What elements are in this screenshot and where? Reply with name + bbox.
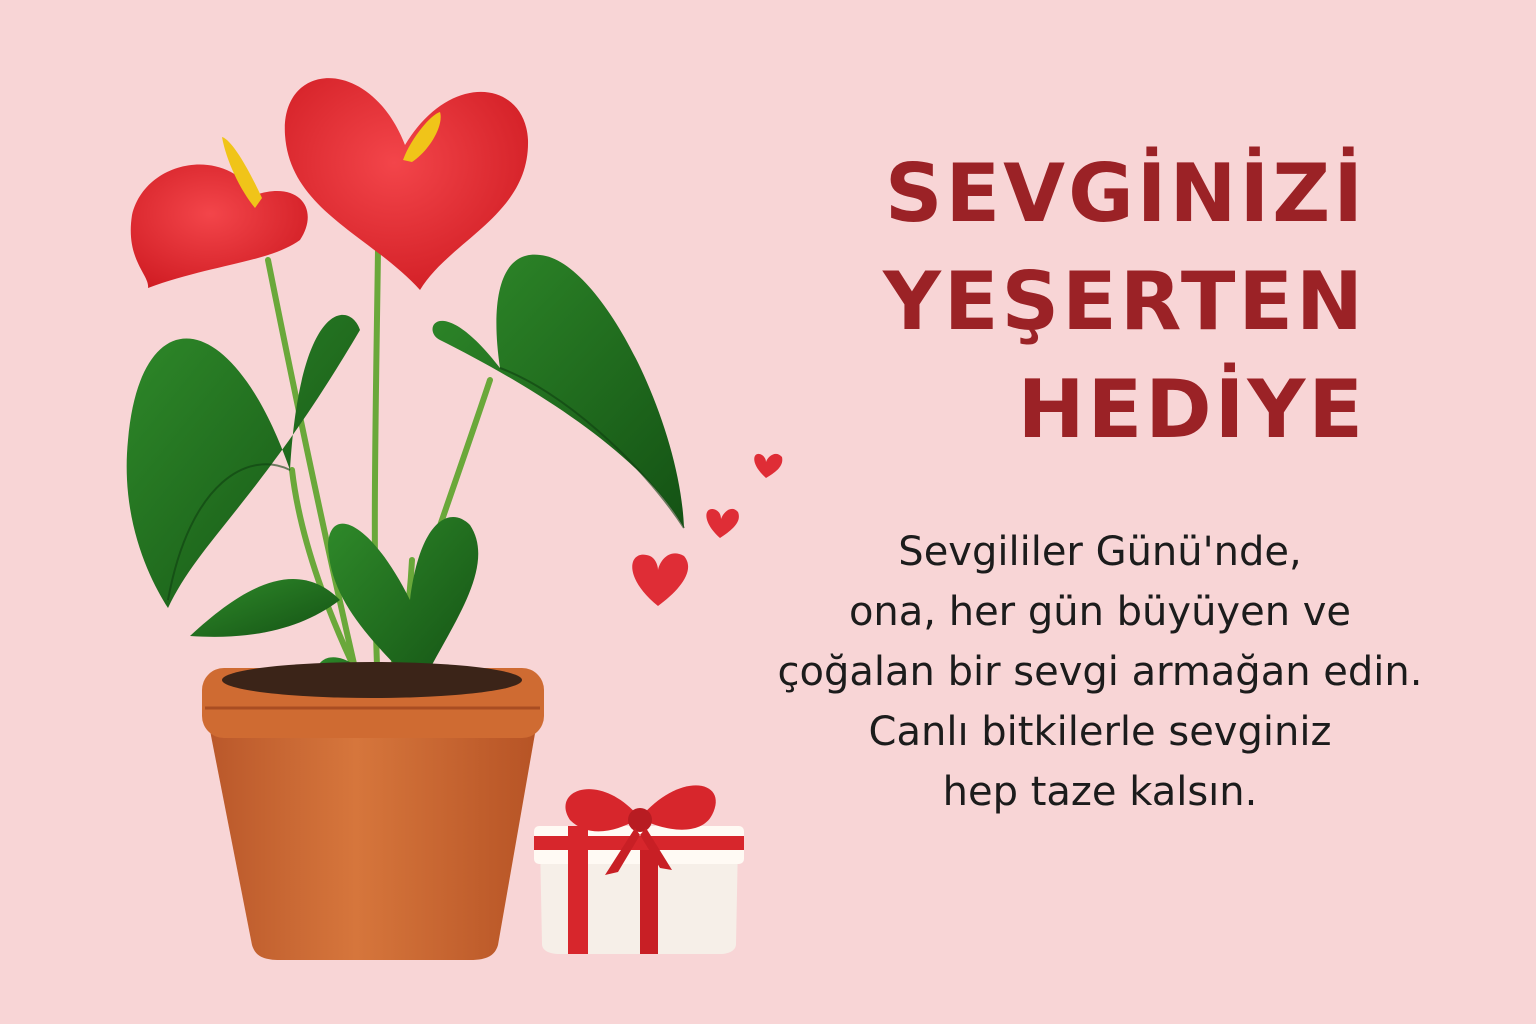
terracotta-pot <box>202 662 544 960</box>
leaf-small-lower-left <box>190 579 340 637</box>
leaf-right <box>433 255 685 528</box>
heart-icon <box>632 553 688 606</box>
body-line-1: Sevgililer Günü'nde, <box>898 529 1302 575</box>
body-line-5: hep taze kalsın. <box>942 769 1258 815</box>
body-line-4: Canlı bitkilerle sevginiz <box>868 709 1332 755</box>
body-line-2: ona, her gün büyüyen ve <box>848 589 1352 635</box>
plant-leaves <box>127 255 684 692</box>
flower-large <box>285 78 528 290</box>
flower-small <box>131 165 308 288</box>
body-text <box>690 522 1510 822</box>
headline-line-1: SEVGİNİZİ <box>884 147 1366 240</box>
headline-line-3: HEDİYE <box>1017 363 1366 456</box>
headline-line-2: YEŞERTEN <box>882 255 1366 348</box>
body-line-3: çoğalan bir sevgi armağan edin. <box>777 649 1423 695</box>
leaf-left <box>127 315 360 608</box>
headline <box>883 140 1366 464</box>
anthurium-flowers <box>131 78 528 290</box>
heart-icon <box>754 454 782 478</box>
